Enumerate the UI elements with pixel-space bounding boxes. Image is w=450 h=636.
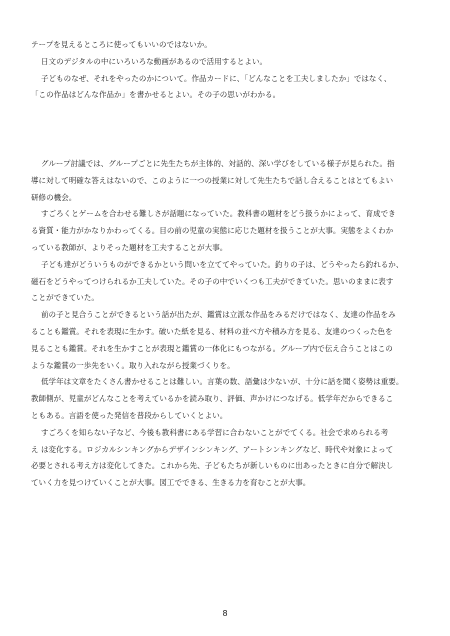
text-line: すごろくとゲームを合わせる難しさが話題になっていた。教科書の題材をどう扱うかによって、育成でき xyxy=(41,209,396,219)
text-line: ともある。言語を使った発信を普段からしていくとよい。 xyxy=(31,410,228,420)
text-line: 教師側が、児童がどんなことを考えているかを読み取り、評価、声かけにつなげる。低学年だからできるこ xyxy=(31,394,394,404)
text-line: ていく力を見つけていくことが大事。図工でできる、生きる力を育むことが大事。 xyxy=(31,478,311,488)
text-line: 子ども達がどういうものができるかという問いを立ててやっていた。釣りの子は、どうやったら釣れるか、 xyxy=(41,259,404,269)
text-line: え は変化する。ロジカルシンキングからデザインシンキング、アートシンキングなど、時代や対象によって xyxy=(31,444,394,454)
text-line: 低学年は文章をたくさん書かせることは難しい。言葉の数、語彙は少ないが、十分に話を聞く姿勢は重要。 xyxy=(41,377,404,387)
paragraph-block-discussion xyxy=(31,156,421,492)
page-number: 8 xyxy=(222,609,228,618)
text-line: 「この作品はどんな作品か」を書かせるとよい。その子の思いがわかる。 xyxy=(31,90,281,100)
paragraph-block-notes xyxy=(31,37,421,104)
text-line: 見ることも鑑賞。それを生かすことが表現と鑑賞の一体化にもつながる。グループ内で伝え合うことはこの xyxy=(31,343,393,353)
text-line: 磁石をどうやってつけられるか工夫していた。その子の中でいくつも工夫ができていた。思いのままに表す xyxy=(31,276,394,286)
text-line: グループ討議では、グループごとに先生たちが主体的、対話的、深い学びをしている様子が見られた。指 xyxy=(41,159,395,168)
text-line: テープを見えるところに使ってもいいのではないか。 xyxy=(31,40,212,49)
text-line: 必要とされる考え方は変化してきた。これから先、子どもたちが新しいものに出あったときに自分で解決し xyxy=(31,461,394,471)
text-line: ることも鑑賞。それを表現に生かす。破いた紙を見る、材料の並べ方や積み方を見る、友達のつくった色を xyxy=(31,326,393,336)
text-line: すごろくを知らない子など、今後も教科書にある学習に合わないことがでてくる。社会で求められる考 xyxy=(41,427,389,437)
text-line: 導に対して明確な答えはないので、このように一つの授業に対して先生たちで話し合えることはとてもよい xyxy=(31,175,394,185)
text-line: 研修の機会。 xyxy=(31,192,77,202)
text-line: 前の子と見合うことができるという話が出たが、鑑賞は立派な作品をみるだけではなく、友達の作品をみ xyxy=(41,310,396,320)
text-line: ことができていた。 xyxy=(31,293,99,303)
text-line: 子どものなぜ、それをやったのかについて。作品カードに、「どんなことを工夫しましたか」ではなく、 xyxy=(41,73,392,83)
text-line: っている教師が、よりそった題材を工夫することが大事。 xyxy=(31,242,228,252)
text-line: ような鑑賞の一歩先をいく。取り入れながら授業づくりを。 xyxy=(31,360,235,370)
text-line: 日文のデジタルの中にいろいろな動画があるので活用するとよい。 xyxy=(41,56,268,66)
text-line: る資質・能力がかなりかわってくる。目の前の児童の実態に応じた題材を扱うことが大事。実態をよくわか xyxy=(31,226,394,236)
